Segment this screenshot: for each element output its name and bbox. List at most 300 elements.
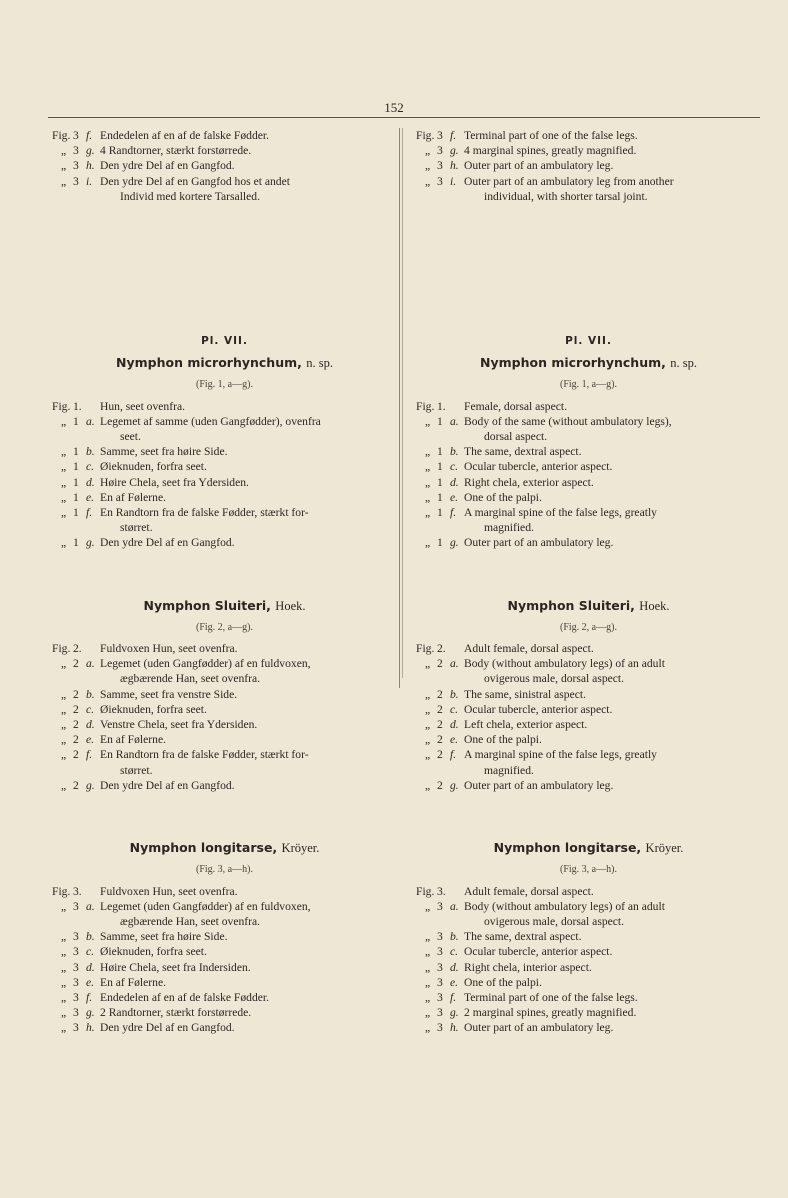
figure-entry bbox=[52, 174, 397, 204]
figure-entry bbox=[52, 990, 397, 1005]
figure-entry bbox=[416, 975, 761, 990]
species-heading bbox=[52, 598, 397, 614]
figure-prefix: „ bbox=[61, 748, 67, 762]
species-name: Nymphon longitarse, bbox=[493, 840, 642, 856]
caption-line: Endedelen af en af de falske Fødder. bbox=[100, 129, 270, 142]
caption-line: Legemet af samme (uden Gangfødder), ovenfra bbox=[100, 414, 321, 428]
figure-entry bbox=[416, 158, 761, 173]
figure-letter: g. bbox=[86, 1006, 95, 1020]
figure-caption bbox=[100, 444, 397, 459]
figure-letter: h. bbox=[86, 1021, 95, 1035]
figure-caption bbox=[464, 778, 761, 793]
figure-letter: c. bbox=[86, 702, 95, 716]
figure-prefix: „ bbox=[425, 159, 431, 173]
figure-prefix: „ bbox=[425, 414, 431, 428]
figure-number: 2. bbox=[437, 642, 446, 656]
figure-number: 3 bbox=[73, 1006, 79, 1020]
figure-letter: e. bbox=[86, 975, 95, 989]
figure-entry bbox=[416, 475, 761, 490]
caption-line: The same, sinistral aspect. bbox=[464, 687, 587, 701]
figure-prefix: Fig. bbox=[52, 129, 71, 142]
species-name: Nymphon Sluiteri, bbox=[143, 597, 271, 613]
figure-entry bbox=[416, 399, 761, 414]
figure-letter: g. bbox=[86, 536, 95, 550]
figure-number: 1 bbox=[437, 536, 443, 550]
figure-caption bbox=[100, 414, 397, 444]
caption-line: størret. bbox=[120, 521, 153, 535]
caption-line: individual, with shorter tarsal joint. bbox=[484, 189, 648, 203]
figure-entry bbox=[416, 899, 761, 929]
figure-prefix: Fig. bbox=[416, 399, 435, 413]
figure-caption bbox=[100, 717, 397, 732]
figure-letter: a. bbox=[86, 414, 95, 428]
figure-prefix: „ bbox=[425, 945, 431, 959]
figure-caption bbox=[100, 656, 397, 686]
figure-prefix: „ bbox=[425, 930, 431, 944]
figure-prefix: „ bbox=[61, 460, 67, 474]
figure-prefix: Fig. bbox=[416, 642, 435, 656]
species-author: n. sp. bbox=[306, 356, 333, 371]
figure-caption bbox=[100, 929, 397, 944]
figure-number: 1 bbox=[73, 445, 79, 459]
figure-caption bbox=[464, 975, 761, 990]
figure-letter: i. bbox=[86, 174, 93, 188]
figure-prefix: „ bbox=[61, 718, 67, 732]
species-name: Nymphon microrhynchum, bbox=[480, 355, 666, 371]
figure-prefix: „ bbox=[425, 144, 431, 158]
caption-line: 2 marginal spines, greatly magnified. bbox=[464, 1006, 637, 1020]
figure-letter: e. bbox=[86, 733, 95, 747]
figure-caption bbox=[100, 702, 397, 717]
figure-letter: d. bbox=[86, 718, 95, 732]
figure-letter: b. bbox=[450, 445, 459, 459]
caption-line: Hun, seet ovenfra. bbox=[100, 399, 185, 413]
figure-letter: f. bbox=[450, 129, 457, 142]
figure-letter: d. bbox=[86, 475, 95, 489]
spacer bbox=[52, 793, 397, 840]
species-author: n. sp. bbox=[670, 356, 697, 371]
figure-caption bbox=[100, 490, 397, 505]
figure-prefix: „ bbox=[61, 975, 67, 989]
figure-prefix: „ bbox=[425, 748, 431, 762]
caption-line: En af Følerne. bbox=[100, 490, 166, 504]
figure-number: 1 bbox=[437, 460, 443, 474]
figure-prefix: „ bbox=[425, 990, 431, 1004]
figure-letter: a. bbox=[86, 657, 95, 671]
figure-caption bbox=[100, 475, 397, 490]
figure-entry bbox=[52, 414, 397, 444]
caption-line: One of the palpi. bbox=[464, 490, 542, 504]
figure-number: 2 bbox=[73, 687, 79, 701]
figure-caption bbox=[100, 535, 397, 550]
figure-caption bbox=[464, 747, 761, 777]
figure-letter: h. bbox=[450, 159, 459, 173]
figure-letter: a. bbox=[450, 414, 459, 428]
caption-line: Left chela, exterior aspect. bbox=[464, 718, 588, 732]
caption-line: ægbærende Han, seet ovenfra. bbox=[120, 914, 261, 928]
figure-caption bbox=[464, 459, 761, 474]
caption-line: 4 marginal spines, greatly magnified. bbox=[464, 144, 637, 158]
species-heading bbox=[52, 355, 397, 371]
figure-number: 2 bbox=[73, 657, 79, 671]
figure-entry bbox=[416, 656, 761, 686]
figure-number: 3 bbox=[437, 159, 443, 173]
figure-entry bbox=[416, 414, 761, 444]
figure-letter: c. bbox=[86, 460, 95, 474]
figure-prefix: „ bbox=[61, 414, 67, 428]
figure-entry bbox=[416, 459, 761, 474]
figure-range-note: (Fig. 3, a—h). bbox=[196, 864, 253, 876]
caption-line: Venstre Chela, seet fra Ydersiden. bbox=[100, 718, 258, 732]
figure-entry bbox=[52, 702, 397, 717]
spacer bbox=[52, 551, 397, 598]
figure-caption bbox=[100, 505, 397, 535]
figure-prefix: „ bbox=[425, 657, 431, 671]
figure-entry bbox=[52, 687, 397, 702]
figure-entry bbox=[416, 732, 761, 747]
figure-prefix: „ bbox=[61, 144, 67, 158]
figure-prefix: „ bbox=[425, 687, 431, 701]
figure-prefix: Fig. bbox=[52, 642, 71, 656]
figure-prefix: „ bbox=[61, 778, 67, 792]
figure-caption bbox=[100, 1005, 397, 1020]
figure-entry bbox=[416, 1020, 761, 1035]
figure-letter bbox=[450, 641, 464, 656]
caption-line: Den ydre Del af en Gangfod. bbox=[100, 159, 235, 173]
caption-line: Ocular tubercle, anterior aspect. bbox=[464, 702, 613, 716]
figure-entry bbox=[416, 884, 761, 899]
species-heading bbox=[416, 840, 761, 856]
plate-heading: Pl. VII. bbox=[201, 335, 248, 348]
figure-letter: e. bbox=[450, 975, 459, 989]
figure-prefix: „ bbox=[425, 460, 431, 474]
figure-caption bbox=[464, 656, 761, 686]
figure-letter: b. bbox=[450, 687, 459, 701]
figure-caption bbox=[464, 475, 761, 490]
caption-line: Individ med kortere Tarsalled. bbox=[120, 189, 260, 203]
figure-caption bbox=[464, 929, 761, 944]
species-author: Hoek. bbox=[275, 598, 306, 613]
figure-caption bbox=[100, 174, 397, 204]
caption-line: 4 Randtorner, stærkt forstørrede. bbox=[100, 144, 252, 158]
figure-number: 3 bbox=[73, 144, 79, 158]
column-divider bbox=[399, 128, 400, 688]
caption-line: ægbærende Han, seet ovenfra. bbox=[120, 672, 261, 686]
figure-entry bbox=[52, 641, 397, 656]
figure-number: 1 bbox=[73, 475, 79, 489]
figure-number: 3 bbox=[73, 899, 79, 913]
figure-letter bbox=[450, 399, 464, 414]
caption-line: Øieknuden, forfra seet. bbox=[100, 702, 207, 716]
figure-prefix: Fig. bbox=[52, 399, 71, 413]
figure-caption bbox=[100, 128, 397, 143]
figure-prefix: „ bbox=[425, 490, 431, 504]
figure-number: 1 bbox=[73, 536, 79, 550]
species-author: Kröyer. bbox=[281, 841, 320, 856]
caption-line: magnified. bbox=[484, 521, 534, 535]
figure-letter bbox=[86, 641, 100, 656]
figure-number: 3 bbox=[437, 945, 443, 959]
caption-line: One of the palpi. bbox=[464, 975, 542, 989]
figure-letter: g. bbox=[450, 536, 459, 550]
caption-line: Høire Chela, seet fra Indersiden. bbox=[100, 960, 251, 974]
figure-entry bbox=[52, 899, 397, 929]
caption-line: En af Følerne. bbox=[100, 975, 166, 989]
figure-letter: b. bbox=[86, 930, 95, 944]
figure-entry bbox=[416, 143, 761, 158]
figure-letter: f. bbox=[450, 506, 457, 520]
figure-letter bbox=[450, 884, 464, 899]
caption-line: Right chela, interior aspect. bbox=[464, 960, 592, 974]
figure-prefix: „ bbox=[61, 475, 67, 489]
header-rule bbox=[48, 117, 760, 118]
figure-prefix: „ bbox=[61, 657, 67, 671]
figure-entry bbox=[52, 656, 397, 686]
figure-number: 3 bbox=[73, 174, 79, 188]
figure-letter: g. bbox=[450, 144, 459, 158]
figure-entry bbox=[52, 444, 397, 459]
figure-prefix: „ bbox=[425, 445, 431, 459]
figure-number: 2 bbox=[437, 702, 443, 716]
figure-caption bbox=[100, 399, 397, 414]
figure-caption bbox=[464, 143, 761, 158]
figure-letter: f. bbox=[86, 129, 93, 142]
figure-number: 3 bbox=[73, 129, 79, 142]
figure-caption bbox=[464, 399, 761, 414]
plate-heading: Pl. VII. bbox=[565, 335, 612, 348]
figure-number: 3 bbox=[437, 930, 443, 944]
figure-caption bbox=[464, 158, 761, 173]
figure-letter: b. bbox=[86, 445, 95, 459]
caption-line: Adult female, dorsal aspect. bbox=[464, 884, 594, 898]
caption-line: Terminal part of one of the false legs. bbox=[464, 990, 638, 1004]
figure-prefix: Fig. bbox=[52, 884, 71, 898]
figure-number: 3 bbox=[73, 159, 79, 173]
caption-line: Endedelen af en af de falske Fødder. bbox=[100, 990, 270, 1004]
figure-number: 3 bbox=[73, 945, 79, 959]
figure-entry bbox=[52, 399, 397, 414]
figure-entry bbox=[52, 459, 397, 474]
figure-prefix: „ bbox=[61, 1021, 67, 1035]
figure-caption bbox=[464, 944, 761, 959]
species-heading bbox=[416, 355, 761, 371]
figure-letter bbox=[86, 399, 100, 414]
figure-number: 3 bbox=[73, 975, 79, 989]
english-column bbox=[416, 128, 761, 1036]
figure-entry bbox=[52, 960, 397, 975]
figure-letter: h. bbox=[450, 1021, 459, 1035]
figure-letter: a. bbox=[450, 657, 459, 671]
caption-line: Outer part of an ambulatory leg. bbox=[464, 1021, 614, 1035]
figure-entry bbox=[52, 1005, 397, 1020]
figure-caption bbox=[464, 128, 761, 143]
caption-line: Den ydre Del af en Gangfod. bbox=[100, 536, 235, 550]
figure-number: 2 bbox=[437, 718, 443, 732]
caption-line: Ocular tubercle, anterior aspect. bbox=[464, 460, 613, 474]
figure-prefix: „ bbox=[425, 475, 431, 489]
figure-number: 3 bbox=[73, 1021, 79, 1035]
figure-caption bbox=[464, 702, 761, 717]
figure-letter: e. bbox=[450, 490, 459, 504]
caption-line: Right chela, exterior aspect. bbox=[464, 475, 594, 489]
figure-letter: c. bbox=[450, 945, 459, 959]
figure-letter bbox=[86, 884, 100, 899]
figure-prefix: „ bbox=[61, 930, 67, 944]
danish-column bbox=[52, 128, 397, 1036]
figure-number: 3 bbox=[437, 144, 443, 158]
figure-entry bbox=[416, 505, 761, 535]
figure-number: 1 bbox=[437, 475, 443, 489]
figure-letter: a. bbox=[86, 899, 95, 913]
caption-line: ovigerous male, dorsal aspect. bbox=[484, 914, 625, 928]
species-heading bbox=[416, 598, 761, 614]
spacer bbox=[416, 793, 761, 840]
figure-prefix: „ bbox=[425, 506, 431, 520]
figure-entry bbox=[52, 490, 397, 505]
figure-prefix: „ bbox=[61, 490, 67, 504]
caption-line: Female, dorsal aspect. bbox=[464, 399, 568, 413]
figure-prefix: „ bbox=[425, 733, 431, 747]
figure-number: 3. bbox=[73, 884, 82, 898]
figure-letter: f. bbox=[450, 990, 457, 1004]
figure-prefix: „ bbox=[61, 990, 67, 1004]
figure-letter: f. bbox=[86, 990, 93, 1004]
figure-entry bbox=[416, 702, 761, 717]
caption-line: En Randtorn fra de falske Fødder, stærkt for- bbox=[100, 748, 309, 762]
caption-line: Terminal part of one of the false legs. bbox=[464, 129, 638, 142]
figure-prefix: „ bbox=[61, 159, 67, 173]
figure-prefix: „ bbox=[61, 687, 67, 701]
figure-caption bbox=[100, 641, 397, 656]
figure-number: 2 bbox=[73, 748, 79, 762]
figure-number: 1 bbox=[73, 414, 79, 428]
figure-caption bbox=[100, 975, 397, 990]
caption-line: Outer part of an ambulatory leg. bbox=[464, 536, 614, 550]
figure-entry bbox=[52, 747, 397, 777]
figure-number: 2 bbox=[437, 748, 443, 762]
caption-line: Legemet (uden Gangfødder) af en fuldvoxen, bbox=[100, 899, 311, 913]
figure-entry bbox=[52, 717, 397, 732]
figure-letter: c. bbox=[86, 945, 95, 959]
figure-entry bbox=[52, 505, 397, 535]
figure-entry bbox=[52, 778, 397, 793]
caption-line: The same, dextral aspect. bbox=[464, 445, 582, 459]
figure-entry bbox=[52, 929, 397, 944]
species-author: Hoek. bbox=[639, 598, 670, 613]
figure-number: 1 bbox=[73, 460, 79, 474]
figure-range-note: (Fig. 2, a—g). bbox=[560, 621, 617, 633]
figure-range-note: (Fig. 2, a—g). bbox=[196, 621, 253, 633]
caption-line: Fuldvoxen Hun, seet ovenfra. bbox=[100, 884, 238, 898]
figure-prefix: „ bbox=[425, 1006, 431, 1020]
figure-caption bbox=[464, 535, 761, 550]
figure-prefix: „ bbox=[425, 702, 431, 716]
figure-number: 2 bbox=[73, 702, 79, 716]
figure-prefix: „ bbox=[61, 899, 67, 913]
caption-line: En af Følerne. bbox=[100, 733, 166, 747]
figure-entry bbox=[52, 143, 397, 158]
figure-caption bbox=[464, 490, 761, 505]
figure-prefix: „ bbox=[425, 1021, 431, 1035]
spacer bbox=[416, 551, 761, 598]
caption-line: magnified. bbox=[484, 763, 534, 777]
figure-number: 2 bbox=[73, 778, 79, 792]
figure-entry bbox=[52, 975, 397, 990]
figure-prefix: „ bbox=[425, 718, 431, 732]
figure-caption bbox=[464, 641, 761, 656]
caption-line: dorsal aspect. bbox=[484, 430, 548, 444]
figure-letter: e. bbox=[450, 733, 459, 747]
figure-number: 2 bbox=[437, 778, 443, 792]
figure-number: 2 bbox=[437, 657, 443, 671]
figure-letter: e. bbox=[86, 490, 95, 504]
figure-entry bbox=[52, 158, 397, 173]
figure-prefix: Fig. bbox=[416, 884, 435, 898]
figure-caption bbox=[464, 732, 761, 747]
figure-prefix: „ bbox=[61, 174, 67, 188]
figure-prefix: „ bbox=[61, 536, 67, 550]
caption-line: Outer part of an ambulatory leg. bbox=[464, 778, 614, 792]
species-name: Nymphon Sluiteri, bbox=[507, 597, 635, 613]
figure-letter: d. bbox=[86, 960, 95, 974]
figure-number: 3 bbox=[437, 129, 443, 142]
figure-number: 1 bbox=[437, 445, 443, 459]
figure-number: 3 bbox=[73, 960, 79, 974]
caption-line: Samme, seet fra høire Side. bbox=[100, 930, 228, 944]
figure-letter: g. bbox=[450, 778, 459, 792]
figure-entry bbox=[416, 944, 761, 959]
caption-line: 2 Randtorner, stærkt forstørrede. bbox=[100, 1006, 252, 1020]
figure-number: 3 bbox=[437, 1021, 443, 1035]
figure-number: 3 bbox=[437, 960, 443, 974]
figure-caption bbox=[464, 687, 761, 702]
figure-letter: h. bbox=[86, 159, 95, 173]
figure-number: 3 bbox=[437, 1006, 443, 1020]
figure-caption bbox=[464, 1020, 761, 1035]
caption-line: Samme, seet fra venstre Side. bbox=[100, 687, 238, 701]
figure-caption bbox=[100, 944, 397, 959]
figure-entry bbox=[416, 490, 761, 505]
figure-entry bbox=[52, 128, 397, 143]
figure-number: 3. bbox=[437, 884, 446, 898]
caption-line: Øieknuden, forfra seet. bbox=[100, 460, 207, 474]
figure-prefix: „ bbox=[425, 536, 431, 550]
caption-line: Body (without ambulatory legs) of an adult bbox=[464, 657, 665, 671]
figure-number: 3 bbox=[73, 990, 79, 1004]
figure-caption bbox=[100, 899, 397, 929]
figure-caption bbox=[464, 960, 761, 975]
spacer bbox=[416, 204, 761, 334]
figure-number: 1 bbox=[437, 490, 443, 504]
caption-line: One of the palpi. bbox=[464, 733, 542, 747]
figure-number: 1 bbox=[73, 490, 79, 504]
species-heading bbox=[52, 840, 397, 856]
figure-entry bbox=[416, 641, 761, 656]
figure-letter: f. bbox=[86, 506, 93, 520]
figure-prefix: „ bbox=[61, 445, 67, 459]
figure-number: 2 bbox=[73, 718, 79, 732]
caption-line: Outer part of an ambulatory leg from another bbox=[464, 174, 674, 188]
caption-line: Den ydre Del af en Gangfod. bbox=[100, 1021, 235, 1035]
figure-number: 1 bbox=[437, 506, 443, 520]
figure-caption bbox=[464, 414, 761, 444]
figure-caption bbox=[100, 143, 397, 158]
figure-entry bbox=[416, 778, 761, 793]
figure-prefix: „ bbox=[61, 960, 67, 974]
figure-entry bbox=[52, 732, 397, 747]
figure-letter: c. bbox=[450, 460, 459, 474]
figure-letter: b. bbox=[86, 687, 95, 701]
